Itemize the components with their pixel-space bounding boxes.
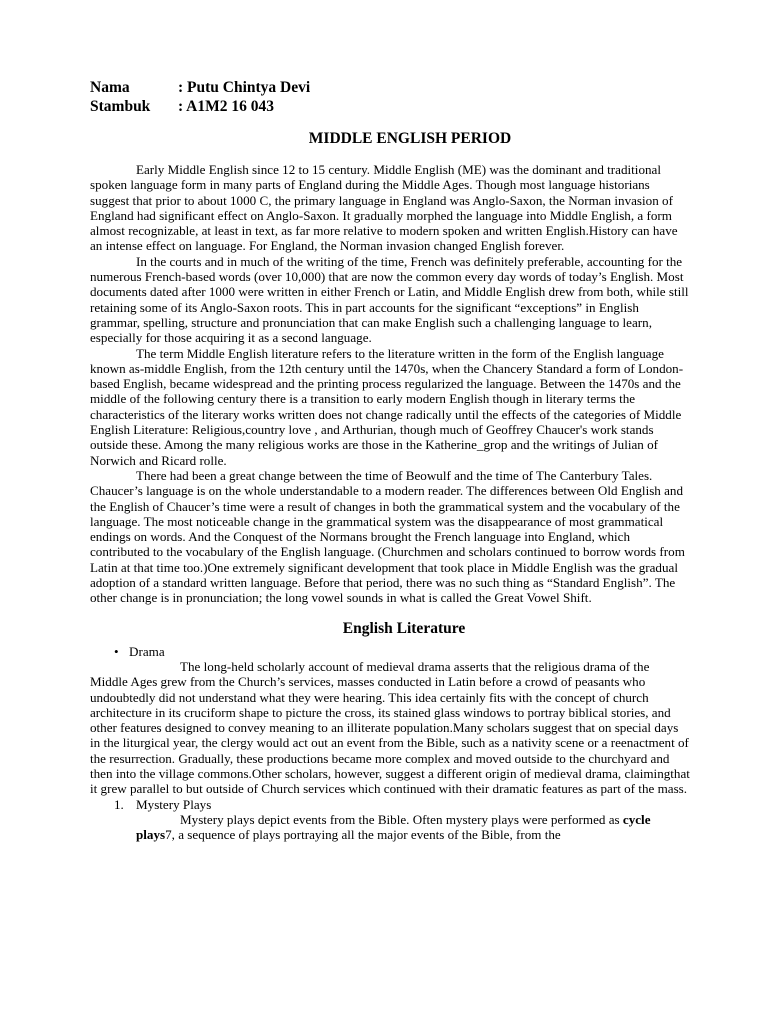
bullet-icon: • bbox=[114, 643, 119, 659]
list-label: Mystery Plays bbox=[136, 796, 212, 812]
list-item-mystery-plays bbox=[90, 797, 690, 812]
name-value: : Putu Chintya Devi bbox=[178, 79, 311, 96]
bullet-label: Drama bbox=[129, 643, 165, 659]
paragraph: Early Middle English since 12 to 15 century. Middle English (ME) was the dominant and traditional spoken language form in many parts of England during the Middle Ages. Though most language historians suggest that prior to about 1000 C, the primary language in England was Anglo-Saxon, the Norman invasion of England had significant effect on Anglo-Saxon. It gradually morphed the language into Middle English, a form almost recognizable, at least in text, as far more relative to modern spoken and written English.History can have an intense effect on language. For England, the Norman invasion changed English forever. bbox=[90, 162, 678, 254]
section-title: English Literature bbox=[342, 619, 466, 637]
mystery-paragraph bbox=[90, 812, 690, 843]
document-page bbox=[90, 78, 690, 842]
mystery-text-2: 7, a sequence of plays portraying all the major events of the Bible, from the bbox=[165, 827, 561, 843]
drama-paragraph: The long-held scholarly account of medieval drama asserts that the religious drama of the Middle Ages grew from the Church’s services, masses conducted in Latin before a crowd of peasants who undoubtedly did not understand what they were hearing. This idea certainly fits with the concept of church architecture in its cruciform shape to picture the cross, its stained glass windows to portray biblical stories, and other features designed to convey meaning to an illiterate population.Many scholars suggest that on special days in the liturgical year, the clergy would act out an event from the Bible, such as a nativity scene or a reenactment of the resurrection. Gradually, these productions became more complex and moved outside to the churchyard and then into the village commons.Other scholars, however, suggest a different origin of medieval drama, claimingthat it grew parallel to but outside of Church services which continued with their dramatic features as part of the mass. bbox=[90, 658, 690, 797]
bullet-item-drama bbox=[90, 644, 690, 659]
mystery-bold-term: cycle plays bbox=[136, 811, 651, 843]
page-title: MIDDLE ENGLISH PERIOD bbox=[308, 130, 512, 147]
list-number: 1. bbox=[114, 796, 124, 812]
paragraph: In the courts and in much of the writing of the time, French was definitely preferable, accounting for the numerous French-based words (over 10,000) that are now the common every day words of today’s English. Most documents dated after 1000 were written in either French or Latin, and Middle English drew from both, while still retaining some of its Anglo-Saxon roots. This in part accounts for the significant “exceptions” in English grammar, spelling, structure and pronunciation that can make English such a challenging language to learn, especially for those acquiring it as a second language. bbox=[90, 253, 689, 346]
drama-section bbox=[90, 659, 690, 797]
student-info bbox=[90, 78, 690, 116]
id-label: Stambuk bbox=[90, 98, 151, 115]
name-label: Nama bbox=[90, 79, 130, 96]
id-value: : A1M2 16 043 bbox=[178, 98, 275, 115]
mystery-text-1: Mystery plays depict events from the Bible. Often mystery plays were performed as bbox=[180, 811, 623, 827]
paragraph: There had been a great change between the time of Beowulf and the time of The Canterbury Tales. Chaucer’s language is on the whole understandable to a modern reader. The differences between Old English and the English of Chaucer’s time were a result of changes in both the grammatical system and the vocabulary of the language. The most noticeable change in the grammatical system was the disappearance of most grammatical endings on words. And the Conquest of the Normans brought the French language into England, which contributed to the vocabulary of the English language. (Churchmen and scholars continued to borrow words from Latin at that time too.)One extremely significant development that took place in Middle English was the gradual adoption of a standard written language. Before that period, there was no such thing as “Standard English”. The other change is in pronunciation; the long vowel sounds in what is called the Great Vowel Shift. bbox=[90, 467, 685, 606]
paragraph: The term Middle English literature refers to the literature written in the form of the English language known as-middle English, from the 12th century until the 1470s, when the Chancery Standard a form of London-based English, became widespread and the printing process regularized the language. Between the 1470s and the middle of the following century there is a transition to early modern English though in literary terms the characteristics of the literary works written does not change radically until the effects of the categories of Middle English Literature: Religious,country love , and Arthurian, though much of Geoffrey Chaucer's work stands outside these. Among the many religious works are those in the Katherine_grop and the writings of Julian of Norwich and Ricard rolle. bbox=[90, 345, 684, 468]
body-text bbox=[90, 162, 690, 606]
